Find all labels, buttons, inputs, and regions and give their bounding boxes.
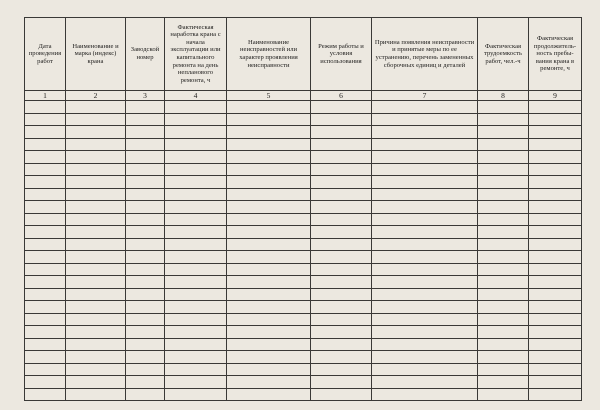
column-number: 4 (165, 91, 227, 101)
table-cell[interactable] (311, 138, 372, 151)
table-cell[interactable] (66, 288, 126, 301)
table-cell[interactable] (66, 201, 126, 214)
table-cell[interactable] (66, 376, 126, 389)
table-cell[interactable] (25, 388, 66, 401)
table-cell[interactable] (66, 138, 126, 151)
table-cell[interactable] (529, 201, 582, 214)
table-cell[interactable] (165, 376, 227, 389)
table-cell[interactable] (227, 113, 311, 126)
table-cell[interactable] (478, 276, 529, 289)
table-cell[interactable] (529, 101, 582, 114)
table-cell[interactable] (25, 163, 66, 176)
table-cell[interactable] (478, 113, 529, 126)
table-cell[interactable] (529, 138, 582, 151)
header-fault-cause: Причина появления неисправности и принятые меры по ее устранению, перечень замененных сборочных единиц и деталей (372, 18, 478, 91)
table-row (25, 226, 582, 239)
table-cell[interactable] (126, 301, 165, 314)
column-number: 6 (311, 91, 372, 101)
table-cell[interactable] (478, 301, 529, 314)
table-cell[interactable] (126, 101, 165, 114)
table-cell[interactable] (227, 138, 311, 151)
table-cell[interactable] (165, 126, 227, 139)
table-cell[interactable] (126, 276, 165, 289)
column-number: 3 (126, 91, 165, 101)
table-cell[interactable] (372, 301, 478, 314)
table-cell[interactable] (372, 263, 478, 276)
table-cell[interactable] (66, 226, 126, 239)
table-cell[interactable] (311, 163, 372, 176)
table-cell[interactable] (66, 101, 126, 114)
column-number-row (25, 91, 582, 101)
table-cell[interactable] (126, 263, 165, 276)
table-cell[interactable] (165, 338, 227, 351)
table-cell[interactable] (165, 188, 227, 201)
table-cell[interactable] (529, 113, 582, 126)
table-cell[interactable] (478, 313, 529, 326)
table-cell[interactable] (372, 313, 478, 326)
table-cell[interactable] (529, 301, 582, 314)
table-cell[interactable] (311, 126, 372, 139)
table-cell[interactable] (126, 326, 165, 339)
table-cell[interactable] (372, 201, 478, 214)
column-number: 2 (66, 91, 126, 101)
table-cell[interactable] (478, 351, 529, 364)
table-cell[interactable] (126, 163, 165, 176)
table-row (25, 388, 582, 401)
table-cell[interactable] (165, 101, 227, 114)
table-cell[interactable] (126, 188, 165, 201)
table-cell[interactable] (126, 388, 165, 401)
table-cell[interactable] (227, 388, 311, 401)
table-cell[interactable] (25, 188, 66, 201)
table-cell[interactable] (478, 226, 529, 239)
table-cell[interactable] (126, 238, 165, 251)
table-row (25, 188, 582, 201)
table-cell[interactable] (372, 351, 478, 364)
table-cell[interactable] (25, 301, 66, 314)
header-serial-number: Заводской номер (126, 18, 165, 91)
table-cell[interactable] (478, 263, 529, 276)
table-cell[interactable] (25, 251, 66, 264)
table-cell[interactable] (227, 313, 311, 326)
table-cell[interactable] (478, 288, 529, 301)
table-cell[interactable] (25, 226, 66, 239)
table-cell[interactable] (126, 151, 165, 164)
table-cell[interactable] (529, 213, 582, 226)
table-cell[interactable] (372, 376, 478, 389)
table-cell[interactable] (372, 338, 478, 351)
table-row (25, 313, 582, 326)
table-cell[interactable] (529, 188, 582, 201)
table-cell[interactable] (372, 251, 478, 264)
table-cell[interactable] (165, 226, 227, 239)
column-number: 5 (227, 91, 311, 101)
table-cell[interactable] (372, 101, 478, 114)
table-cell[interactable] (372, 238, 478, 251)
table-cell[interactable] (126, 363, 165, 376)
table-cell[interactable] (311, 351, 372, 364)
table-cell[interactable] (25, 201, 66, 214)
table-cell[interactable] (372, 163, 478, 176)
table-cell[interactable] (25, 138, 66, 151)
table-cell[interactable] (311, 238, 372, 251)
table-cell[interactable] (372, 326, 478, 339)
table-cell[interactable] (227, 338, 311, 351)
table-cell[interactable] (126, 213, 165, 226)
table-cell[interactable] (529, 338, 582, 351)
table-cell[interactable] (66, 313, 126, 326)
table-row (25, 351, 582, 364)
table-cell[interactable] (529, 288, 582, 301)
table-cell[interactable] (66, 263, 126, 276)
table-cell[interactable] (25, 238, 66, 251)
table-cell[interactable] (529, 388, 582, 401)
repair-log-table (24, 17, 582, 401)
table-cell[interactable] (311, 251, 372, 264)
table-cell[interactable] (227, 188, 311, 201)
table-cell[interactable] (227, 176, 311, 189)
column-number: 1 (25, 91, 66, 101)
table-cell[interactable] (311, 188, 372, 201)
table-cell[interactable] (66, 238, 126, 251)
table-cell[interactable] (227, 126, 311, 139)
table-cell[interactable] (66, 251, 126, 264)
table-cell[interactable] (126, 338, 165, 351)
table-cell[interactable] (529, 176, 582, 189)
table-cell[interactable] (165, 138, 227, 151)
table-cell[interactable] (311, 338, 372, 351)
table-cell[interactable] (165, 301, 227, 314)
table-cell[interactable] (227, 301, 311, 314)
table-cell[interactable] (529, 313, 582, 326)
table-cell[interactable] (66, 113, 126, 126)
table-cell[interactable] (227, 351, 311, 364)
table-row (25, 251, 582, 264)
table-cell[interactable] (311, 113, 372, 126)
table-cell[interactable] (126, 176, 165, 189)
table-cell[interactable] (478, 188, 529, 201)
table-cell[interactable] (66, 126, 126, 139)
table-cell[interactable] (66, 351, 126, 364)
table-cell[interactable] (25, 326, 66, 339)
table-cell[interactable] (165, 288, 227, 301)
table-cell[interactable] (227, 288, 311, 301)
table-cell[interactable] (165, 163, 227, 176)
table-cell[interactable] (529, 376, 582, 389)
table-cell[interactable] (529, 351, 582, 364)
table-cell[interactable] (66, 176, 126, 189)
table-cell[interactable] (25, 101, 66, 114)
table-row (25, 163, 582, 176)
table-cell[interactable] (66, 301, 126, 314)
table-cell[interactable] (529, 163, 582, 176)
table-row (25, 376, 582, 389)
table-cell[interactable] (66, 188, 126, 201)
table-body (25, 101, 582, 401)
table-row (25, 263, 582, 276)
header-row (25, 18, 582, 91)
table-cell[interactable] (66, 388, 126, 401)
table-cell[interactable] (126, 138, 165, 151)
table-cell[interactable] (25, 126, 66, 139)
table-cell[interactable] (126, 226, 165, 239)
table-cell[interactable] (66, 276, 126, 289)
table-cell[interactable] (311, 151, 372, 164)
table-cell[interactable] (126, 251, 165, 264)
table-cell[interactable] (25, 313, 66, 326)
table-cell[interactable] (478, 163, 529, 176)
table-cell[interactable] (165, 313, 227, 326)
table-cell[interactable] (227, 213, 311, 226)
table-row (25, 238, 582, 251)
table-cell[interactable] (311, 213, 372, 226)
table-cell[interactable] (165, 201, 227, 214)
table-row (25, 101, 582, 114)
table-cell[interactable] (311, 226, 372, 239)
table-row (25, 276, 582, 289)
table-row (25, 176, 582, 189)
table-cell[interactable] (529, 126, 582, 139)
table-cell[interactable] (25, 363, 66, 376)
table-cell[interactable] (66, 363, 126, 376)
table-cell[interactable] (25, 338, 66, 351)
table-cell[interactable] (311, 176, 372, 189)
header-crane-name: Наименование и марка (индекс) крана (66, 18, 126, 91)
table-cell[interactable] (372, 126, 478, 139)
table-cell[interactable] (311, 313, 372, 326)
table-cell[interactable] (165, 251, 227, 264)
header-repair-duration: Фактическая продолжительность пребывания крана в ремонте, ч (529, 18, 582, 91)
table-cell[interactable] (311, 288, 372, 301)
table-cell[interactable] (25, 351, 66, 364)
table-cell[interactable] (311, 276, 372, 289)
table-row (25, 288, 582, 301)
table-cell[interactable] (165, 151, 227, 164)
table-cell[interactable] (165, 238, 227, 251)
table-row (25, 113, 582, 126)
table-cell[interactable] (25, 276, 66, 289)
table-cell[interactable] (227, 263, 311, 276)
table-row (25, 301, 582, 314)
table-cell[interactable] (478, 238, 529, 251)
header-labor-hours: Фактическая трудоемкость работ, чел.-ч (478, 18, 529, 91)
table-cell[interactable] (478, 338, 529, 351)
table-row (25, 201, 582, 214)
table-cell[interactable] (66, 326, 126, 339)
table-cell[interactable] (165, 263, 227, 276)
table-row (25, 326, 582, 339)
table-cell[interactable] (478, 213, 529, 226)
table-cell[interactable] (311, 101, 372, 114)
table-cell[interactable] (227, 101, 311, 114)
table-row (25, 213, 582, 226)
header-date: Дата проведения работ (25, 18, 66, 91)
column-number: 8 (478, 91, 529, 101)
table-row (25, 126, 582, 139)
table-cell[interactable] (311, 201, 372, 214)
table-cell[interactable] (372, 176, 478, 189)
table-cell[interactable] (165, 363, 227, 376)
table-cell[interactable] (165, 213, 227, 226)
table-cell[interactable] (165, 351, 227, 364)
table-cell[interactable] (372, 276, 478, 289)
table-cell[interactable] (372, 226, 478, 239)
table-cell[interactable] (372, 288, 478, 301)
table-cell[interactable] (372, 151, 478, 164)
table-cell[interactable] (478, 126, 529, 139)
table-cell[interactable] (66, 213, 126, 226)
table-row (25, 138, 582, 151)
table-cell[interactable] (372, 138, 478, 151)
table-cell[interactable] (25, 213, 66, 226)
table-cell[interactable] (311, 388, 372, 401)
table-cell[interactable] (478, 251, 529, 264)
table-row (25, 363, 582, 376)
table-cell[interactable] (478, 101, 529, 114)
table-cell[interactable] (66, 163, 126, 176)
table-cell[interactable] (478, 363, 529, 376)
table-cell[interactable] (126, 201, 165, 214)
table-cell[interactable] (25, 288, 66, 301)
table-cell[interactable] (66, 338, 126, 351)
table-cell[interactable] (25, 176, 66, 189)
table-cell[interactable] (126, 376, 165, 389)
table-cell[interactable] (529, 151, 582, 164)
table-cell[interactable] (126, 113, 165, 126)
table-cell[interactable] (478, 201, 529, 214)
table-cell[interactable] (311, 376, 372, 389)
table-cell[interactable] (311, 326, 372, 339)
table-cell[interactable] (126, 313, 165, 326)
table-cell[interactable] (227, 238, 311, 251)
column-number: 7 (372, 91, 478, 101)
table-cell[interactable] (372, 388, 478, 401)
table-cell[interactable] (529, 238, 582, 251)
table-cell[interactable] (165, 113, 227, 126)
table-cell[interactable] (126, 126, 165, 139)
table-cell[interactable] (478, 388, 529, 401)
table-cell[interactable] (227, 201, 311, 214)
table-cell[interactable] (478, 138, 529, 151)
table-cell[interactable] (165, 326, 227, 339)
table-cell[interactable] (227, 151, 311, 164)
table-cell[interactable] (25, 113, 66, 126)
table-cell[interactable] (529, 263, 582, 276)
table-cell[interactable] (25, 263, 66, 276)
table-cell[interactable] (227, 163, 311, 176)
table-cell[interactable] (478, 151, 529, 164)
table-cell[interactable] (227, 276, 311, 289)
table-cell[interactable] (311, 301, 372, 314)
table-cell[interactable] (227, 326, 311, 339)
table-cell[interactable] (478, 176, 529, 189)
table-cell[interactable] (372, 113, 478, 126)
table-cell[interactable] (227, 226, 311, 239)
table-cell[interactable] (25, 151, 66, 164)
table-cell[interactable] (372, 188, 478, 201)
table-cell[interactable] (529, 276, 582, 289)
table-cell[interactable] (66, 151, 126, 164)
table-cell[interactable] (529, 363, 582, 376)
table-cell[interactable] (25, 376, 66, 389)
table-cell[interactable] (165, 388, 227, 401)
header-operating-hours: Фактическая наработка крана с начала эксплуатации или капитального ремонта на день непланового ремонта, ч (165, 18, 227, 91)
table-cell[interactable] (372, 363, 478, 376)
table-cell[interactable] (126, 351, 165, 364)
table-cell[interactable] (478, 326, 529, 339)
header-fault-description: Наименование неисправностей или характер проявления неисправности (227, 18, 311, 91)
table-cell[interactable] (227, 251, 311, 264)
table-cell[interactable] (478, 376, 529, 389)
table-cell[interactable] (227, 376, 311, 389)
column-number: 9 (529, 91, 582, 101)
table-cell[interactable] (529, 326, 582, 339)
table-cell[interactable] (529, 226, 582, 239)
table-cell[interactable] (165, 276, 227, 289)
table-cell[interactable] (165, 176, 227, 189)
table-cell[interactable] (372, 213, 478, 226)
table-row (25, 338, 582, 351)
table-row (25, 151, 582, 164)
header-operating-mode: Режим работы и условия использования (311, 18, 372, 91)
table-cell[interactable] (227, 363, 311, 376)
table-cell[interactable] (311, 363, 372, 376)
table-cell[interactable] (529, 251, 582, 264)
table-cell[interactable] (126, 288, 165, 301)
table-cell[interactable] (311, 263, 372, 276)
